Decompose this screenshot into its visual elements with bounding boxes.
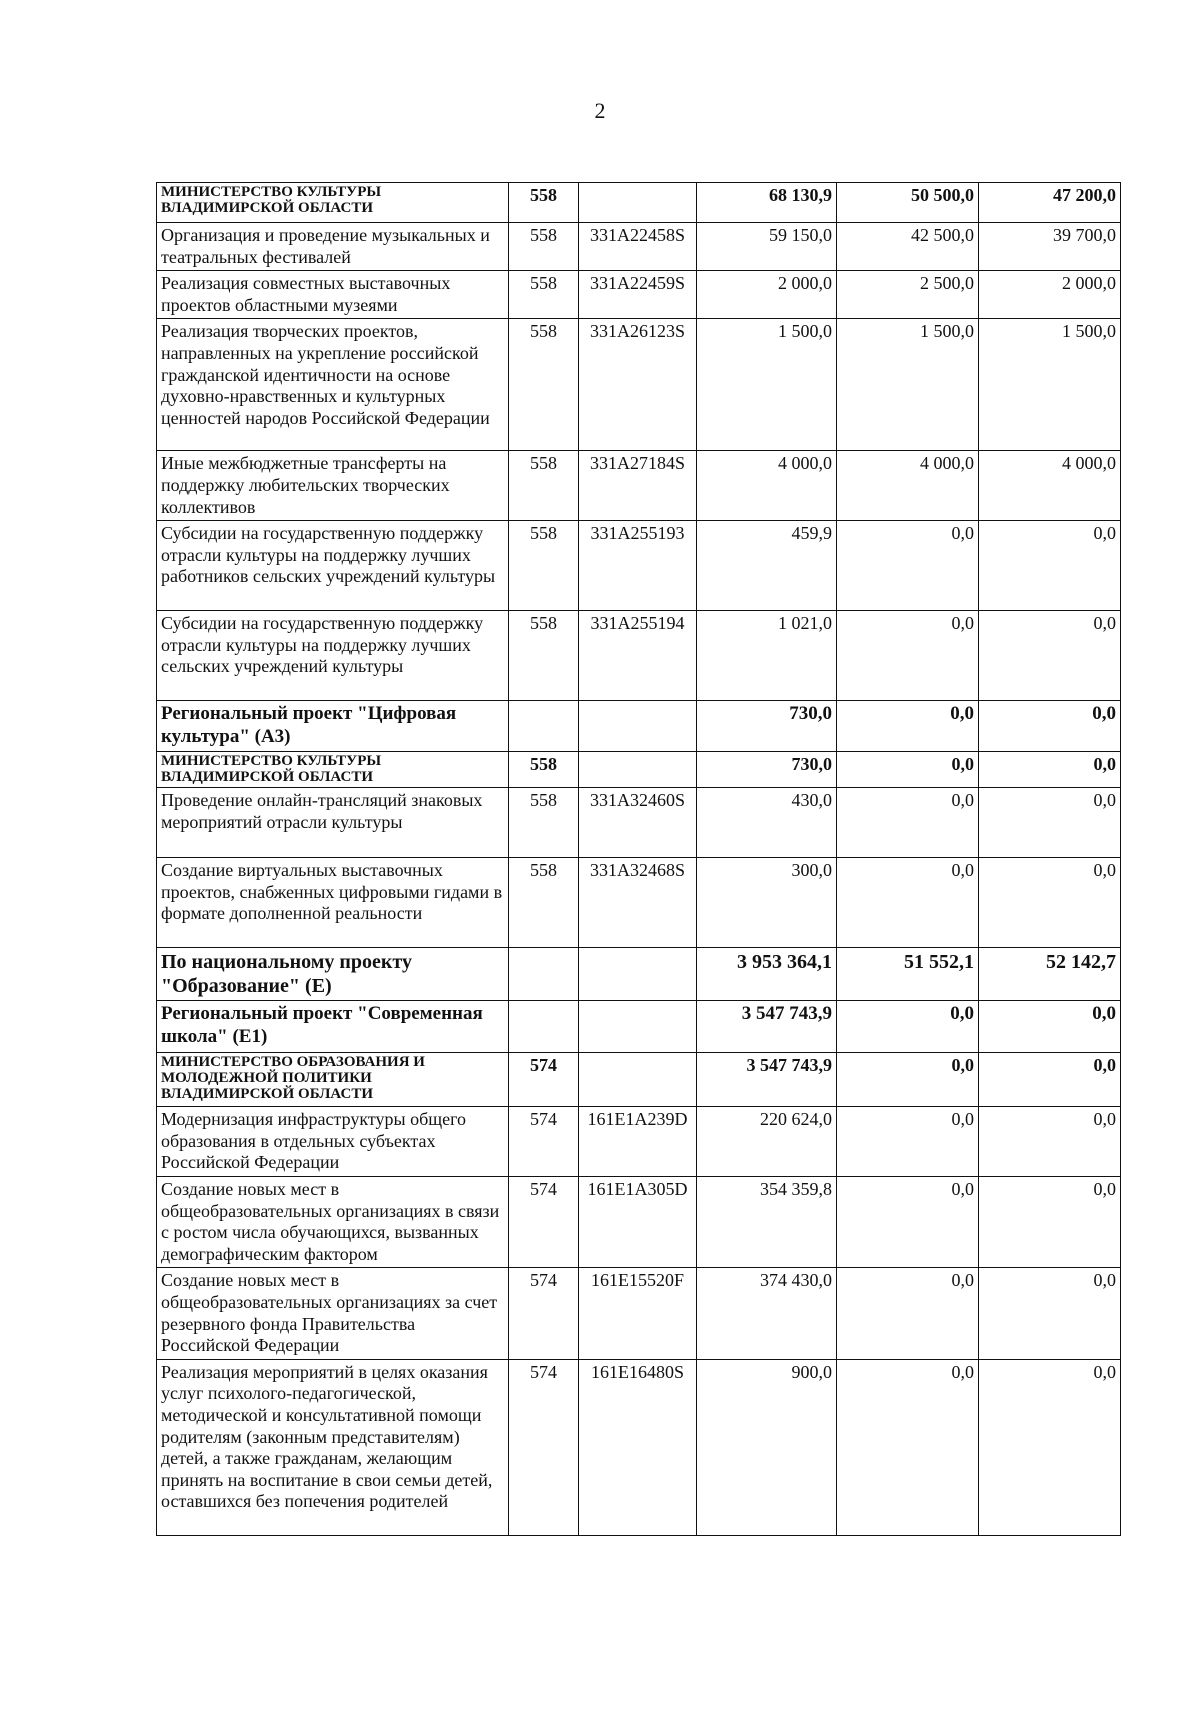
table-row bbox=[157, 1177, 1121, 1268]
value-year-1: 1 500,0 bbox=[697, 319, 837, 451]
table-row bbox=[157, 451, 1121, 521]
row-name: Создание виртуальных выставочных проектов, снабженных цифровыми гидами в формате дополненной реальности bbox=[157, 858, 509, 948]
value-year-3: 0,0 bbox=[979, 858, 1121, 948]
target-code: 331A27184S bbox=[579, 451, 697, 521]
target-code: 331A32468S bbox=[579, 858, 697, 948]
value-year-2: 0,0 bbox=[837, 1001, 979, 1053]
value-year-1: 4 000,0 bbox=[697, 451, 837, 521]
value-year-1: 1 021,0 bbox=[697, 611, 837, 701]
row-name: Региональный проект "Современная школа" (Е1) bbox=[157, 1001, 509, 1053]
value-year-2: 0,0 bbox=[837, 1359, 979, 1535]
value-year-1: 430,0 bbox=[697, 788, 837, 858]
value-year-1: 374 430,0 bbox=[697, 1268, 837, 1359]
dept-code: 574 bbox=[509, 1359, 579, 1535]
value-year-1: 220 624,0 bbox=[697, 1107, 837, 1177]
value-year-2: 0,0 bbox=[837, 788, 979, 858]
row-name: Реализация совместных выставочных проектов областными музеями bbox=[157, 271, 509, 319]
value-year-1: 2 000,0 bbox=[697, 271, 837, 319]
target-code bbox=[579, 948, 697, 1001]
value-year-3: 0,0 bbox=[979, 1177, 1121, 1268]
dept-code: 574 bbox=[509, 1107, 579, 1177]
target-code: 161E1A305D bbox=[579, 1177, 697, 1268]
table-row bbox=[157, 751, 1121, 788]
value-year-2: 1 500,0 bbox=[837, 319, 979, 451]
table-row bbox=[157, 271, 1121, 319]
value-year-2: 0,0 bbox=[837, 701, 979, 752]
dept-code: 558 bbox=[509, 788, 579, 858]
value-year-1: 730,0 bbox=[697, 701, 837, 752]
row-name: Проведение онлайн-трансляций знаковых мероприятий отрасли культуры bbox=[157, 788, 509, 858]
dept-code: 558 bbox=[509, 751, 579, 788]
table-row bbox=[157, 948, 1121, 1001]
dept-code: 558 bbox=[509, 271, 579, 319]
row-name: МИНИСТЕРСТВО КУЛЬТУРЫ ВЛАДИМИРСКОЙ ОБЛАСТИ bbox=[157, 751, 509, 788]
row-name: Реализация творческих проектов, направленных на укрепление российской гражданской идентичности на основе духовно-нравственных и культурных ценностей народов Российской Федерации bbox=[157, 319, 509, 451]
dept-code: 558 bbox=[509, 858, 579, 948]
value-year-3: 52 142,7 bbox=[979, 948, 1121, 1001]
value-year-3: 0,0 bbox=[979, 1001, 1121, 1053]
table-row bbox=[157, 521, 1121, 611]
row-name: Создание новых мест в общеобразовательных организациях в связи с ростом числа обучающихся, вызванных демографическим фактором bbox=[157, 1177, 509, 1268]
row-name: Иные межбюджетные трансферты на поддержку любительских творческих коллективов bbox=[157, 451, 509, 521]
dept-code: 558 bbox=[509, 223, 579, 271]
row-name: Субсидии на государственную поддержку отрасли культуры на поддержку лучших сельских учреждений культуры bbox=[157, 611, 509, 701]
value-year-3: 0,0 bbox=[979, 788, 1121, 858]
row-name: По национальному проекту "Образование" (Е) bbox=[157, 948, 509, 1001]
table-row bbox=[157, 1001, 1121, 1053]
target-code: 331A255193 bbox=[579, 521, 697, 611]
value-year-3: 1 500,0 bbox=[979, 319, 1121, 451]
dept-code bbox=[509, 1001, 579, 1053]
value-year-3: 39 700,0 bbox=[979, 223, 1121, 271]
target-code: 331A32460S bbox=[579, 788, 697, 858]
target-code: 331A22459S bbox=[579, 271, 697, 319]
target-code bbox=[579, 701, 697, 752]
row-name: Субсидии на государственную поддержку отрасли культуры на поддержку лучших работников сельских учреждений культуры bbox=[157, 521, 509, 611]
table-row bbox=[157, 858, 1121, 948]
table-row bbox=[157, 319, 1121, 451]
row-name: Региональный проект "Цифровая культура" (А3) bbox=[157, 701, 509, 752]
dept-code bbox=[509, 948, 579, 1001]
table-row bbox=[157, 183, 1121, 223]
value-year-3: 47 200,0 bbox=[979, 183, 1121, 223]
value-year-1: 459,9 bbox=[697, 521, 837, 611]
row-name: МИНИСТЕРСТВО ОБРАЗОВАНИЯ И МОЛОДЕЖНОЙ ПОЛИТИКИ ВЛАДИМИРСКОЙ ОБЛАСТИ bbox=[157, 1053, 509, 1107]
row-name: МИНИСТЕРСТВО КУЛЬТУРЫ ВЛАДИМИРСКОЙ ОБЛАСТИ bbox=[157, 183, 509, 223]
budget-table bbox=[156, 182, 1121, 1536]
value-year-3: 4 000,0 bbox=[979, 451, 1121, 521]
value-year-1: 730,0 bbox=[697, 751, 837, 788]
value-year-2: 0,0 bbox=[837, 1107, 979, 1177]
value-year-2: 0,0 bbox=[837, 1177, 979, 1268]
value-year-3: 0,0 bbox=[979, 1053, 1121, 1107]
target-code bbox=[579, 751, 697, 788]
value-year-3: 2 000,0 bbox=[979, 271, 1121, 319]
value-year-1: 3 953 364,1 bbox=[697, 948, 837, 1001]
value-year-2: 2 500,0 bbox=[837, 271, 979, 319]
value-year-2: 0,0 bbox=[837, 611, 979, 701]
value-year-2: 0,0 bbox=[837, 751, 979, 788]
dept-code: 558 bbox=[509, 451, 579, 521]
row-name: Организация и проведение музыкальных и театральных фестивалей bbox=[157, 223, 509, 271]
target-code bbox=[579, 1001, 697, 1053]
value-year-2: 0,0 bbox=[837, 1053, 979, 1107]
dept-code: 574 bbox=[509, 1268, 579, 1359]
value-year-3: 0,0 bbox=[979, 751, 1121, 788]
dept-code bbox=[509, 701, 579, 752]
target-code: 161E15520F bbox=[579, 1268, 697, 1359]
value-year-3: 0,0 bbox=[979, 1268, 1121, 1359]
table-row bbox=[157, 611, 1121, 701]
value-year-2: 0,0 bbox=[837, 858, 979, 948]
row-name: Реализация мероприятий в целях оказания услуг психолого-педагогической, методической и консультативной помощи родителям (законным представителям) детей, а также гражданам, желающим принять на воспитание в свои семьи детей, оставшихся без попечения родителей bbox=[157, 1359, 509, 1535]
target-code: 161E1A239D bbox=[579, 1107, 697, 1177]
dept-code: 558 bbox=[509, 183, 579, 223]
value-year-1: 900,0 bbox=[697, 1359, 837, 1535]
target-code: 331A22458S bbox=[579, 223, 697, 271]
table-row bbox=[157, 1107, 1121, 1177]
dept-code: 574 bbox=[509, 1053, 579, 1107]
table-row bbox=[157, 701, 1121, 752]
table-row bbox=[157, 1053, 1121, 1107]
value-year-1: 3 547 743,9 bbox=[697, 1053, 837, 1107]
value-year-2: 0,0 bbox=[837, 1268, 979, 1359]
value-year-2: 50 500,0 bbox=[837, 183, 979, 223]
value-year-2: 42 500,0 bbox=[837, 223, 979, 271]
target-code bbox=[579, 183, 697, 223]
target-code: 331A26123S bbox=[579, 319, 697, 451]
row-name: Создание новых мест в общеобразовательных организациях за счет резервного фонда Правительства Российской Федерации bbox=[157, 1268, 509, 1359]
value-year-3: 0,0 bbox=[979, 1107, 1121, 1177]
table-row bbox=[157, 1268, 1121, 1359]
dept-code: 558 bbox=[509, 521, 579, 611]
page-number: 2 bbox=[594, 98, 606, 123]
table-row bbox=[157, 788, 1121, 858]
dept-code: 558 bbox=[509, 611, 579, 701]
value-year-1: 300,0 bbox=[697, 858, 837, 948]
table-row bbox=[157, 1359, 1121, 1535]
value-year-2: 51 552,1 bbox=[837, 948, 979, 1001]
dept-code: 558 bbox=[509, 319, 579, 451]
value-year-3: 0,0 bbox=[979, 521, 1121, 611]
value-year-1: 59 150,0 bbox=[697, 223, 837, 271]
value-year-3: 0,0 bbox=[979, 1359, 1121, 1535]
value-year-1: 68 130,9 bbox=[697, 183, 837, 223]
dept-code: 574 bbox=[509, 1177, 579, 1268]
table-row bbox=[157, 223, 1121, 271]
value-year-3: 0,0 bbox=[979, 611, 1121, 701]
target-code: 331A255194 bbox=[579, 611, 697, 701]
value-year-2: 4 000,0 bbox=[837, 451, 979, 521]
row-name: Модернизация инфраструктуры общего образования в отдельных субъектах Российской Федерации bbox=[157, 1107, 509, 1177]
value-year-2: 0,0 bbox=[837, 521, 979, 611]
value-year-1: 354 359,8 bbox=[697, 1177, 837, 1268]
target-code bbox=[579, 1053, 697, 1107]
value-year-3: 0,0 bbox=[979, 701, 1121, 752]
target-code: 161E16480S bbox=[579, 1359, 697, 1535]
value-year-1: 3 547 743,9 bbox=[697, 1001, 837, 1053]
